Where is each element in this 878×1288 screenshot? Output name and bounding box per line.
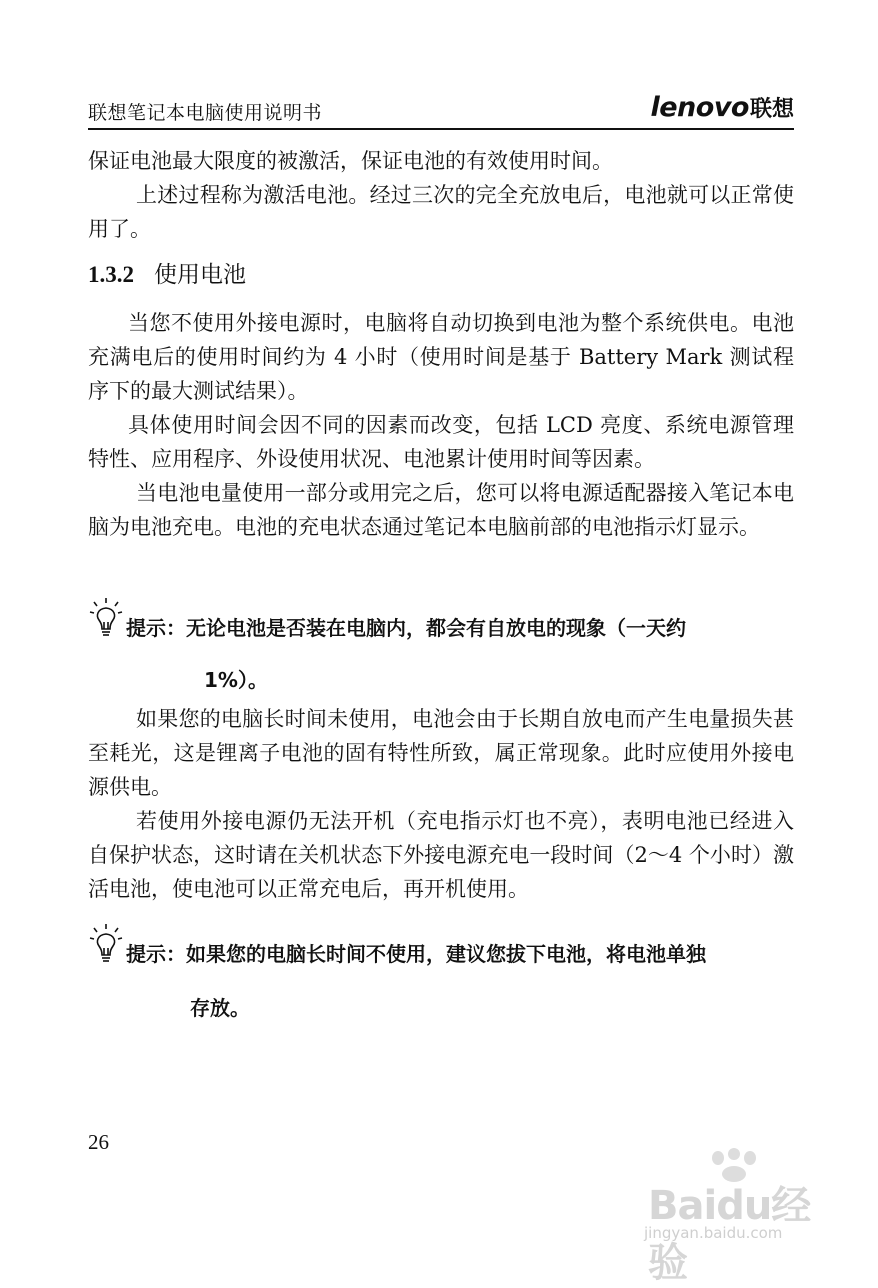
paragraph-7: 若使用外接电源仍无法开机（充电指示灯也不亮），表明电池已经进入自保护状态，这时请在关机状态下外接电源充电一段时间（2～4 个小时）激活电池，使电池可以正常充电后，再开机使用。 bbox=[88, 809, 794, 901]
page-header bbox=[88, 92, 794, 130]
paragraph-4: 具体使用时间会因不同的因素而改变，包括 LCD 亮度、系统电源管理特性、应用程序、外设使用状况、电池累计使用时间等因素。 bbox=[88, 413, 794, 471]
logo-lenovo-text: lenovo bbox=[650, 92, 749, 123]
tip-1-text: 提示：无论电池是否装在电脑内，都会有自放电的现象（一天约 bbox=[126, 616, 686, 640]
tip-2-text: 提示：如果您的电脑长时间不使用，建议您拔下电池，将电池单独 bbox=[126, 942, 706, 966]
paragraph-5: 当电池电量使用一部分或用完之后，您可以将电源适配器接入笔记本电脑为电池充电。电池的充电状态通过笔记本电脑前部的电池指示灯显示。 bbox=[88, 481, 794, 539]
paragraph-2: 上述过程称为激活电池。经过三次的完全充放电后，电池就可以正常使用了。 bbox=[88, 183, 794, 241]
lightbulb-icon bbox=[88, 596, 124, 640]
paragraph-6: 如果您的电脑长时间未使用，电池会由于长期自放电而产生电量损失甚至耗光，这是锂离子电池的固有特性所致，属正常现象。此时应使用外接电源供电。 bbox=[88, 707, 794, 799]
section-title: 使用电池 bbox=[154, 262, 246, 288]
baidu-watermark bbox=[620, 1148, 830, 1286]
lightbulb-icon bbox=[88, 922, 124, 966]
tip-1-continuation: 1%）。 bbox=[204, 668, 268, 692]
header-title: 联想笔记本电脑使用说明书 bbox=[88, 102, 323, 124]
tip-2-continuation: 存放。 bbox=[190, 996, 250, 1020]
paragraph-1: 保证电池最大限度的被激活，保证电池的有效使用时间。 bbox=[88, 149, 613, 173]
section-number: 1.3.2 bbox=[88, 262, 134, 287]
watermark-url: jingyan.baidu.com bbox=[644, 1224, 783, 1242]
lenovo-logo bbox=[650, 92, 794, 123]
page-number: 26 bbox=[88, 1130, 109, 1154]
paragraph-3: 当您不使用外接电源时，电脑将自动切换到电池为整个系统供电。电池充满电后的使用时间约为 4 小时（使用时间是基于 Battery Mark 测试程序下的最大测试结果）。 bbox=[88, 311, 794, 403]
section-heading bbox=[88, 256, 246, 289]
logo-chinese-text: 联想 bbox=[749, 97, 794, 122]
watermark-text: Baidu经验 bbox=[648, 1183, 811, 1286]
